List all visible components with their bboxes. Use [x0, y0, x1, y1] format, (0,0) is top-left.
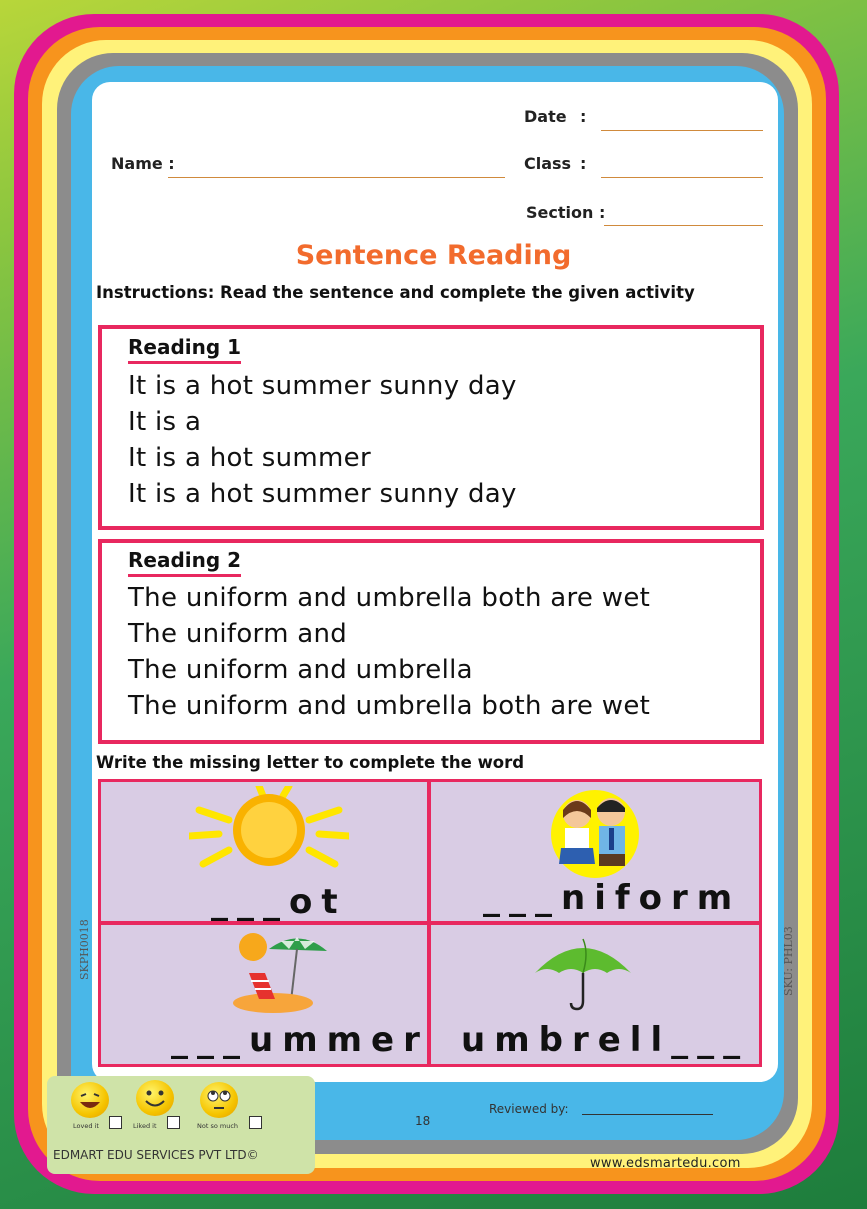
rolling-eyes-face-icon: [200, 1082, 238, 1118]
class-field[interactable]: [601, 177, 763, 178]
reading-1-line: It is a hot summer sunny day: [128, 371, 517, 401]
loved-it-checkbox[interactable]: [109, 1116, 122, 1129]
section-label: Section :: [526, 203, 606, 222]
children-icon: [539, 788, 651, 878]
activity-grid: [98, 779, 762, 1067]
activity-title: Write the missing letter to complete the word: [96, 753, 525, 772]
reviewed-by-field[interactable]: [582, 1114, 713, 1115]
reviewed-by-label: Reviewed by:: [489, 1102, 569, 1116]
name-label: Name :: [111, 154, 175, 173]
missing-letter-word[interactable]: umbrell___: [461, 1020, 750, 1060]
feedback-label: Not so much: [197, 1122, 239, 1130]
reading-2-heading: Reading 2: [128, 548, 241, 577]
reading-2-line: The uniform and umbrella both are wet: [128, 691, 651, 721]
reading-1-line: It is a hot summer: [128, 443, 371, 473]
name-field[interactable]: [168, 177, 505, 178]
activity-cell-hot: [101, 782, 427, 921]
feedback-panel: [47, 1076, 315, 1174]
activity-cell-uniform: [431, 782, 759, 921]
class-label: Class: [524, 154, 572, 173]
company-name: EDMART EDU SERVICES PVT LTD©: [53, 1148, 259, 1162]
laughing-face-icon: [71, 1082, 109, 1118]
feedback-label: Loved it: [73, 1122, 99, 1130]
date-field[interactable]: [601, 130, 763, 131]
umbrella-icon: [533, 933, 633, 1013]
side-code-left: SKPH0018: [78, 919, 91, 980]
sun-icon: [189, 786, 349, 876]
liked-it-checkbox[interactable]: [167, 1116, 180, 1129]
reading-2-line: The uniform and umbrella: [128, 655, 473, 685]
class-colon: :: [580, 154, 587, 173]
side-code-right: SKU: PHL03: [782, 926, 795, 996]
missing-letter-word[interactable]: ___niform: [483, 878, 742, 918]
page-title: Sentence Reading: [295, 240, 572, 271]
smiling-face-icon: [136, 1080, 174, 1116]
missing-letter-word[interactable]: ___ummer: [171, 1020, 429, 1060]
reading-2-box: [98, 539, 764, 744]
reading-2-line: The uniform and umbrella both are wet: [128, 583, 651, 613]
beach-icon: [229, 929, 329, 1015]
activity-cell-summer: [101, 925, 427, 1064]
activity-cell-umbrella: [431, 925, 759, 1064]
reading-1-box: [98, 325, 764, 530]
missing-letter-word[interactable]: ___ot: [211, 882, 347, 922]
reading-1-line: It is a: [128, 407, 202, 437]
page-number: 18: [415, 1114, 431, 1128]
date-colon: :: [580, 107, 587, 126]
instructions: Instructions: Read the sentence and complete the given activity: [96, 283, 695, 302]
date-label: Date: [524, 107, 567, 126]
section-field[interactable]: [604, 225, 763, 226]
feedback-label: Liked it: [133, 1122, 157, 1130]
reading-2-line: The uniform and: [128, 619, 348, 649]
reading-1-line: It is a hot summer sunny day: [128, 479, 517, 509]
reading-1-heading: Reading 1: [128, 335, 241, 364]
not-so-much-checkbox[interactable]: [249, 1116, 262, 1129]
website-link[interactable]: www.edsmartedu.com: [590, 1156, 741, 1171]
